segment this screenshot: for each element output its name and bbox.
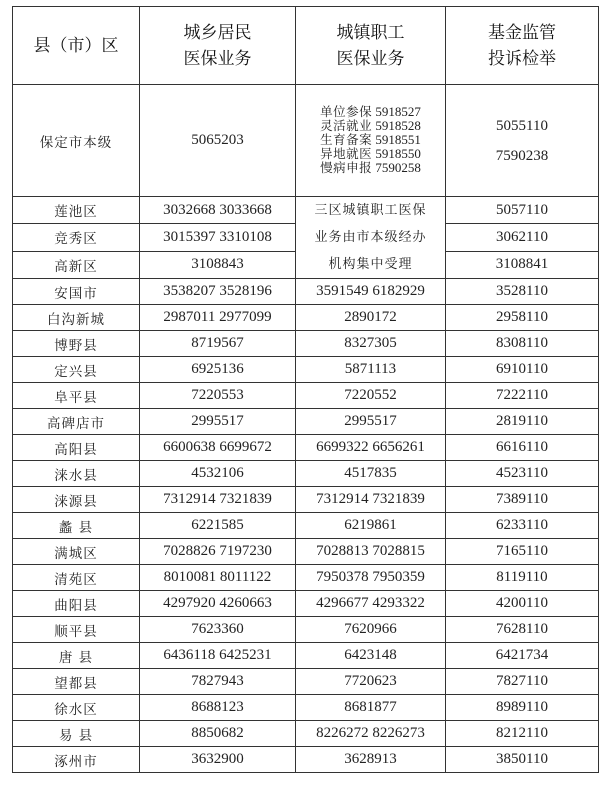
- complaint-phone-cell: 3528110: [446, 279, 599, 305]
- complaint-phone-cell: 3108841: [446, 251, 599, 278]
- list-item: 慢病申报 7590258: [320, 160, 421, 175]
- table-row: [13, 513, 599, 539]
- region-cell: 白沟新城: [13, 305, 140, 331]
- complaint-phone-cell: 7389110: [446, 487, 599, 513]
- resident-phone-cell: 3108843: [140, 251, 296, 278]
- region-cell: 徐水区: [13, 695, 140, 721]
- region-cell: 望都县: [13, 669, 140, 695]
- complaint-phone-cell: [446, 85, 599, 197]
- region-cell: 顺平县: [13, 617, 140, 643]
- complaint-phone-cell: 6233110: [446, 513, 599, 539]
- region-cell: 曲阳县: [13, 591, 140, 617]
- complaint-phone-cell: 4523110: [446, 461, 599, 487]
- table-row: [13, 331, 599, 357]
- table-row: [13, 643, 599, 669]
- employee-phone-cell: 7028813 7028815: [296, 539, 446, 565]
- complaint-phone-cell: 7827110: [446, 669, 599, 695]
- employee-phone-cell: 6219861: [296, 513, 446, 539]
- employee-phone-cell: 3591549 6182929: [296, 279, 446, 305]
- region-cell: 蠡 县: [13, 513, 140, 539]
- list-item: 单位参保 5918527: [320, 104, 421, 119]
- merged-note-line1: 三区城镇职工医保: [314, 203, 427, 218]
- list-item: 异地就医 5918550: [320, 146, 421, 161]
- table-row: [13, 279, 599, 305]
- table-row: [13, 435, 599, 461]
- region-cell: 唐 县: [13, 643, 140, 669]
- table-row: [13, 669, 599, 695]
- table-row: [13, 721, 599, 747]
- employee-phone-cell: 7620966: [296, 617, 446, 643]
- resident-phone-cell: 4532106: [140, 461, 296, 487]
- complaint-phone-cell: 4200110: [446, 591, 599, 617]
- resident-phone-cell: 6221585: [140, 513, 296, 539]
- employee-phone-cell: 7312914 7321839: [296, 487, 446, 513]
- employee-phone-cell: 4517835: [296, 461, 446, 487]
- table-row: [13, 383, 599, 409]
- resident-phone-cell: 6600638 6699672: [140, 435, 296, 461]
- header-resident-line2: 医保业务: [183, 48, 252, 69]
- region-cell: 阜平县: [13, 383, 140, 409]
- table-row: [13, 305, 599, 331]
- employee-phone-cell: 8327305: [296, 331, 446, 357]
- complaint-phone-cell: 8989110: [446, 695, 599, 721]
- complaint-phone-cell: 7222110: [446, 383, 599, 409]
- region-cell: 涿州市: [13, 747, 140, 773]
- merged-employee-note-cell: [296, 197, 446, 279]
- employee-phone-cell: 2890172: [296, 305, 446, 331]
- employee-phone-cell: 7950378 7950359: [296, 565, 446, 591]
- resident-phone-cell: 3015397 3310108: [140, 224, 296, 251]
- resident-phone-cell: 5065203: [140, 85, 296, 197]
- table-row: [13, 617, 599, 643]
- header-employee: [296, 7, 446, 85]
- resident-phone-cell: 7312914 7321839: [140, 487, 296, 513]
- table-row: [13, 591, 599, 617]
- resident-phone-cell: 3032668 3033668: [140, 197, 296, 224]
- header-resident: [140, 7, 296, 85]
- resident-phone-cell: 8010081 8011122: [140, 565, 296, 591]
- header-complaint-line2: 投诉检举: [488, 48, 556, 69]
- employee-phone-cell: 6699322 6656261: [296, 435, 446, 461]
- region-cell: 定兴县: [13, 357, 140, 383]
- region-cell: 保定市本级: [13, 85, 140, 197]
- region-cell: 竞秀区: [13, 224, 140, 251]
- employee-phone-cell: 2995517: [296, 409, 446, 435]
- table-row: [13, 461, 599, 487]
- header-row: [13, 7, 599, 85]
- complaint-phone-cell: 3850110: [446, 747, 599, 773]
- complaint-phone-cell: 6616110: [446, 435, 599, 461]
- complaint-phone-cell: 6421734: [446, 643, 599, 669]
- merged-note-line2: 业务由市本级经办: [314, 230, 427, 245]
- table-row: [13, 565, 599, 591]
- table-row: [13, 197, 599, 224]
- region-cell: 高碑店市: [13, 409, 140, 435]
- complaint-phone-2: 7590238: [495, 147, 549, 164]
- table-row: [13, 357, 599, 383]
- region-cell: 清苑区: [13, 565, 140, 591]
- table-row: [13, 487, 599, 513]
- resident-phone-cell: 6925136: [140, 357, 296, 383]
- employee-phone-cell: [296, 85, 446, 197]
- header-complaint-line1: 基金监管: [488, 22, 556, 43]
- contact-table: [12, 6, 599, 773]
- complaint-phone-cell: 8119110: [446, 565, 599, 591]
- header-employee-line1: 城镇职工: [336, 22, 405, 43]
- table-row: [13, 539, 599, 565]
- resident-phone-cell: 7028826 7197230: [140, 539, 296, 565]
- region-cell: 莲池区: [13, 197, 140, 224]
- region-cell: 满城区: [13, 539, 140, 565]
- resident-phone-cell: 2995517: [140, 409, 296, 435]
- region-cell: 涞源县: [13, 487, 140, 513]
- resident-phone-cell: 6436118 6425231: [140, 643, 296, 669]
- list-item: 灵活就业 5918528: [320, 118, 421, 133]
- table-row: [13, 695, 599, 721]
- employee-phone-cell: 7720623: [296, 669, 446, 695]
- employee-phone-cell: 8681877: [296, 695, 446, 721]
- employee-phone-cell: 4296677 4293322: [296, 591, 446, 617]
- resident-phone-cell: 7827943: [140, 669, 296, 695]
- region-cell: 博野县: [13, 331, 140, 357]
- employee-phone-cell: 6423148: [296, 643, 446, 669]
- region-cell: 易 县: [13, 721, 140, 747]
- region-cell: 安国市: [13, 279, 140, 305]
- complaint-phone-cell: 2819110: [446, 409, 599, 435]
- header-resident-line1: 城乡居民: [183, 22, 252, 43]
- region-cell: 高阳县: [13, 435, 140, 461]
- resident-phone-cell: 3538207 3528196: [140, 279, 296, 305]
- employee-phone-cell: 8226272 8226273: [296, 721, 446, 747]
- complaint-phone-cell: 7628110: [446, 617, 599, 643]
- list-item: 生育备案 5918551: [320, 132, 421, 147]
- resident-phone-cell: 8688123: [140, 695, 296, 721]
- table-row-city-level: [13, 85, 599, 197]
- resident-phone-cell: 7623360: [140, 617, 296, 643]
- resident-phone-cell: 7220553: [140, 383, 296, 409]
- resident-phone-cell: 4297920 4260663: [140, 591, 296, 617]
- header-region: 县（市）区: [13, 7, 140, 85]
- table-row: [13, 409, 599, 435]
- complaint-phone-cell: 2958110: [446, 305, 599, 331]
- complaint-phone-cell: 5057110: [446, 197, 599, 224]
- region-cell: 涞水县: [13, 461, 140, 487]
- region-cell: 高新区: [13, 251, 140, 278]
- resident-phone-cell: 8850682: [140, 721, 296, 747]
- employee-phone-list: [320, 105, 421, 175]
- complaint-phone-cell: 8212110: [446, 721, 599, 747]
- resident-phone-cell: 8719567: [140, 331, 296, 357]
- header-complaint: [446, 7, 599, 85]
- complaint-phone-cell: 3062110: [446, 224, 599, 251]
- complaint-phone-cell: 8308110: [446, 331, 599, 357]
- complaint-phone-cell: 6910110: [446, 357, 599, 383]
- employee-phone-cell: 7220552: [296, 383, 446, 409]
- complaint-phone-1: 5055110: [496, 117, 548, 134]
- merged-note-line3: 机构集中受理: [328, 257, 413, 272]
- resident-phone-cell: 3632900: [140, 747, 296, 773]
- header-employee-line2: 医保业务: [336, 48, 405, 69]
- resident-phone-cell: 2987011 2977099: [140, 305, 296, 331]
- table-row: [13, 747, 599, 773]
- employee-phone-cell: 3628913: [296, 747, 446, 773]
- employee-phone-cell: 5871113: [296, 357, 446, 383]
- complaint-phone-cell: 7165110: [446, 539, 599, 565]
